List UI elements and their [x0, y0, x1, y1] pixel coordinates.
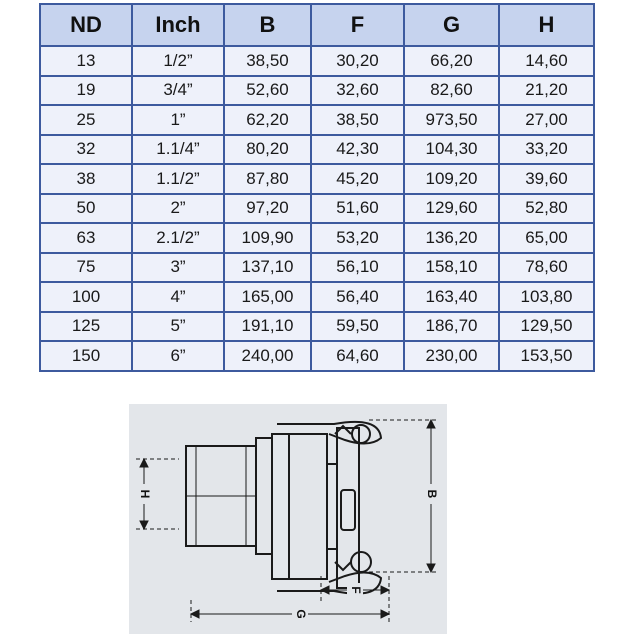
- table-row: [40, 105, 594, 135]
- table-row: [40, 76, 594, 106]
- table-row: [40, 341, 594, 371]
- table-cell: 66,20: [404, 46, 499, 76]
- table-cell: 65,00: [499, 223, 594, 253]
- table-cell: 63: [40, 223, 132, 253]
- table-header-row: [40, 4, 594, 46]
- table-cell: 191,10: [224, 312, 311, 342]
- table-cell: 5”: [132, 312, 224, 342]
- table-cell: 153,50: [499, 341, 594, 371]
- table-cell: 50: [40, 194, 132, 224]
- table-cell: 13: [40, 46, 132, 76]
- table-cell: 4”: [132, 282, 224, 312]
- table-cell: 59,50: [311, 312, 404, 342]
- table-cell: 109,20: [404, 164, 499, 194]
- table-cell: 45,20: [311, 164, 404, 194]
- header-h: H: [499, 4, 594, 46]
- header-b: B: [224, 4, 311, 46]
- table-cell: 82,60: [404, 76, 499, 106]
- table-cell: 158,10: [404, 253, 499, 283]
- table-cell: 129,50: [499, 312, 594, 342]
- label-h: H: [137, 489, 152, 499]
- table-cell: 100: [40, 282, 132, 312]
- table-cell: 137,10: [224, 253, 311, 283]
- table-cell: 136,20: [404, 223, 499, 253]
- coupler-body: [272, 434, 327, 579]
- table-cell: 19: [40, 76, 132, 106]
- dimension-table: [39, 3, 595, 372]
- table-cell: 1”: [132, 105, 224, 135]
- table-cell: 1.1/2”: [132, 164, 224, 194]
- table-cell: 56,10: [311, 253, 404, 283]
- table-cell: 125: [40, 312, 132, 342]
- coupling-drawing: [129, 404, 447, 634]
- header-inch: Inch: [132, 4, 224, 46]
- table-cell: 38,50: [311, 105, 404, 135]
- table-cell: 53,20: [311, 223, 404, 253]
- table-cell: 1.1/4”: [132, 135, 224, 165]
- table-cell: 52,80: [499, 194, 594, 224]
- label-g: G: [293, 609, 308, 619]
- table-cell: 27,00: [499, 105, 594, 135]
- table-row: [40, 312, 594, 342]
- table-row: [40, 253, 594, 283]
- table-cell: 39,60: [499, 164, 594, 194]
- table-cell: 32,60: [311, 76, 404, 106]
- table-row: [40, 282, 594, 312]
- table-row: [40, 194, 594, 224]
- label-f: F: [348, 586, 363, 594]
- table-row: [40, 164, 594, 194]
- header-nd: ND: [40, 4, 132, 46]
- table-cell: 2.1/2”: [132, 223, 224, 253]
- table-cell: 103,80: [499, 282, 594, 312]
- table-cell: 163,40: [404, 282, 499, 312]
- table-cell: 25: [40, 105, 132, 135]
- coupling-diagram: [129, 404, 447, 634]
- table-cell: 21,20: [499, 76, 594, 106]
- table-cell: 30,20: [311, 46, 404, 76]
- table-cell: 6”: [132, 341, 224, 371]
- header-f: F: [311, 4, 404, 46]
- table-cell: 150: [40, 341, 132, 371]
- table-cell: 87,80: [224, 164, 311, 194]
- table-cell: 80,20: [224, 135, 311, 165]
- table-cell: 62,20: [224, 105, 311, 135]
- table-cell: 240,00: [224, 341, 311, 371]
- table-cell: 52,60: [224, 76, 311, 106]
- table-cell: 104,30: [404, 135, 499, 165]
- table-cell: 14,60: [499, 46, 594, 76]
- table-cell: 973,50: [404, 105, 499, 135]
- table-cell: 51,60: [311, 194, 404, 224]
- table-cell: 38,50: [224, 46, 311, 76]
- table-cell: 186,70: [404, 312, 499, 342]
- table-cell: 3/4”: [132, 76, 224, 106]
- collar: [256, 438, 272, 554]
- table-cell: 165,00: [224, 282, 311, 312]
- table-cell: 56,40: [311, 282, 404, 312]
- table-cell: 42,30: [311, 135, 404, 165]
- table-cell: 109,90: [224, 223, 311, 253]
- header-g: G: [404, 4, 499, 46]
- table-cell: 75: [40, 253, 132, 283]
- table-cell: 78,60: [499, 253, 594, 283]
- table-cell: 3”: [132, 253, 224, 283]
- table-cell: 2”: [132, 194, 224, 224]
- table-cell: 230,00: [404, 341, 499, 371]
- table-cell: 33,20: [499, 135, 594, 165]
- inner-slot: [341, 490, 355, 530]
- table-cell: 129,60: [404, 194, 499, 224]
- table-cell: 1/2”: [132, 46, 224, 76]
- table-cell: 32: [40, 135, 132, 165]
- table-row: [40, 223, 594, 253]
- table-cell: 38: [40, 164, 132, 194]
- table-body: [40, 46, 594, 371]
- label-b: B: [424, 489, 439, 499]
- table-row: [40, 46, 594, 76]
- table-row: [40, 135, 594, 165]
- table-cell: 97,20: [224, 194, 311, 224]
- table-cell: 64,60: [311, 341, 404, 371]
